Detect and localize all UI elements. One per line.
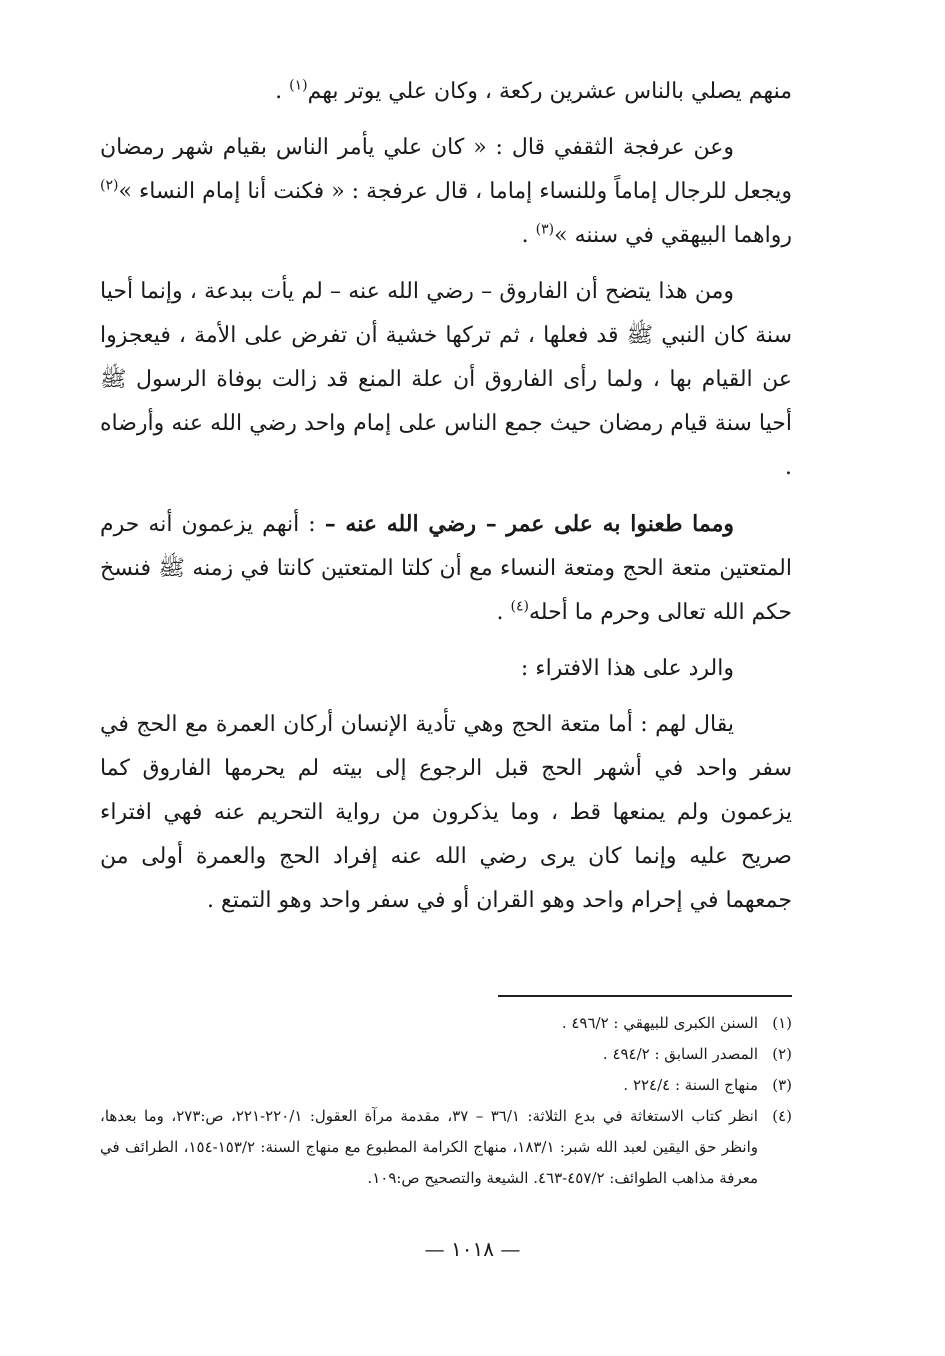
footnote-4-text: انظر كتاب الاستغاثة في بدع الثلاثة: ٣٦/١ – ٣٧، مقدمة مرآة العقول: ٢٢٠/١-٢٢١، ص:٢٧٣، وما بعدها، وانظر حق اليقين لعبد الله شبر: ١٨٣/١، منهاج الكرامة المطبوع مع منهاج السنة: ١٥٣/٢-١٥٤، الطرائف في معرفة مذاهب الطوائف: ٤٥٧/٢-٤٦٣. الشيعة والتصحيح ص:١٠٩. xyxy=(100,1107,758,1187)
paragraph-4 xyxy=(100,502,792,635)
footnote-1 xyxy=(100,1008,792,1039)
paragraph-2-mid: رواهما البيهقي في سننه » xyxy=(554,223,792,248)
paragraph-2-text: وعن عرفجة الثقفي قال : « كان علي يأمر الناس بقيام شهر رمضان ويجعل للرجال إماماً وللنساء إماما ، قال عرفجة : « فكنت أنا إمام النساء » xyxy=(100,135,792,204)
paragraph-4-bold: ومما طعنوا به على عمر – رضي الله عنه – xyxy=(324,511,734,537)
paragraph-2 xyxy=(100,126,792,258)
paragraph-4-end: . xyxy=(496,600,511,625)
footnote-1-text: السنن الكبرى للبيهقي : ٤٩٦/٢ . xyxy=(561,1014,758,1032)
footnote-4-number: (٤) xyxy=(772,1107,792,1125)
paragraph-4-text: : أنهم يزعمون أنه حرم المتعتين متعة الحج ومتعة النساء مع أن كلتا المتعتين كانتا في زمنه ﷺ فنسخ حكم الله تعالى وحرم ما أحله xyxy=(100,512,792,625)
paragraph-5 xyxy=(100,647,792,691)
paragraph-2-end: . xyxy=(521,223,536,248)
paragraph-1-end: . xyxy=(275,79,290,104)
paragraph-1-text: منهم يصلي بالناس عشرين ركعة ، وكان علي يوتر بهم xyxy=(307,79,792,104)
paragraph-3-text: ومن هذا يتضح أن الفاروق – رضي الله عنه – لم يأت ببدعة ، وإنما أحيا سنة كان النبي ﷺ قد فعلها ، ثم تركها خشية أن تفرض على الأمة ، فيعجزوا عن القيام بها ، ولما رأى الفاروق أن علة المنع قد زالت بوفاة الرسول ﷺ أحيا سنة قيام رمضان حيث جمع الناس على إمام واحد رضي الله عنه وأرضاه . xyxy=(100,279,792,480)
paragraph-6 xyxy=(100,703,792,923)
footnotes xyxy=(100,1008,792,1194)
footnote-3-number: (٣) xyxy=(772,1076,792,1094)
paragraph-3 xyxy=(100,270,792,490)
footnote-separator xyxy=(498,995,792,997)
paragraph-1 xyxy=(100,70,792,114)
footnote-2 xyxy=(100,1039,792,1070)
footnote-1-number: (١) xyxy=(772,1014,792,1032)
footnote-3 xyxy=(100,1070,792,1101)
paragraph-5-text: والرد على هذا الافتراء : xyxy=(520,656,734,681)
footnote-3-text: منهاج السنة : ٢٢٤/٤ . xyxy=(623,1076,758,1094)
footnote-4 xyxy=(100,1101,792,1194)
footnote-ref-2: (٢) xyxy=(100,177,119,194)
main-text xyxy=(100,70,792,935)
footnote-ref-4: (٤) xyxy=(510,598,529,615)
footnote-2-text: المصدر السابق : ٤٩٤/٢ . xyxy=(602,1045,758,1063)
footnote-ref-3: (٣) xyxy=(535,221,555,238)
page-number: — ١٠١٨ — xyxy=(424,1237,521,1261)
footnote-2-number: (٢) xyxy=(772,1045,792,1063)
paragraph-6-text: يقال لهم : أما متعة الحج وهي تأدية الإنسان أركان العمرة مع الحج في سفر واحد في أشهر الحج قبل الرجوع إلى بيته لم يحرمها الفاروق كما يزعمون ولم يمنعها قط ، وما يذكرون من رواية التحريم عنه فهي افتراء صريح عليه وإنما كان يرى رضي الله عنه إفراد الحج والعمرة أولى من جمعهما في إحرام واحد وهو القران أو في سفر واحد وهو التمتع . xyxy=(100,712,792,913)
footnote-ref-1: (١) xyxy=(289,77,308,94)
